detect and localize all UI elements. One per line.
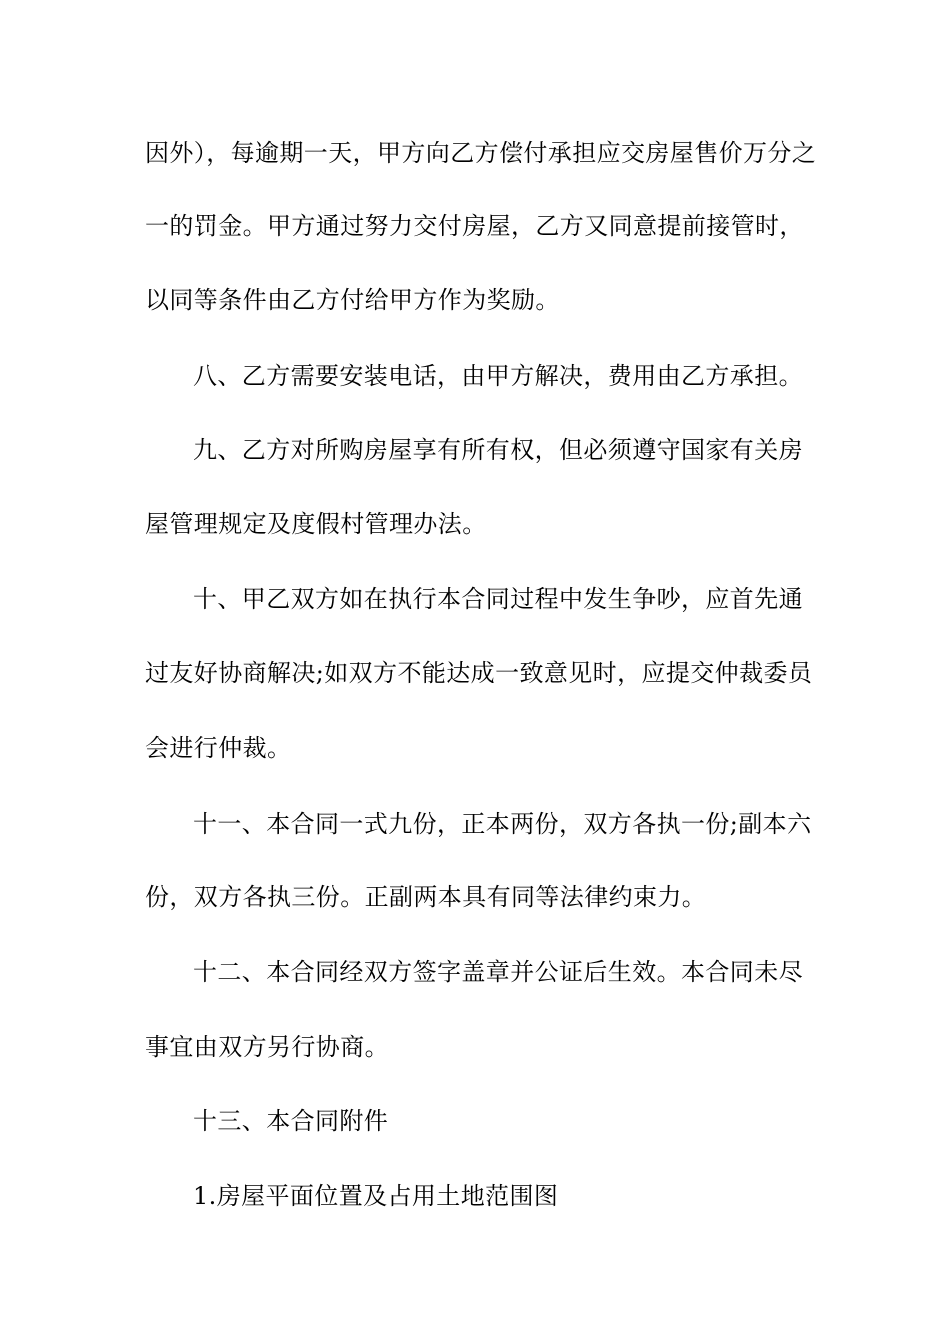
text-line: 屋管理规定及度假村管理办法。 bbox=[145, 510, 487, 538]
text-line: 会进行仲裁。 bbox=[145, 734, 292, 762]
paragraph-9: 九、乙方对所购房屋享有所有权，但必须遵守国家有关房 bbox=[193, 436, 803, 464]
paragraph-13-heading: 十三、本合同附件 bbox=[193, 1107, 389, 1135]
text-line: 份，双方各执三份。正副两本具有同等法律约束力。 bbox=[145, 883, 707, 911]
text-line: 以同等条件由乙方付给甲方作为奖励。 bbox=[145, 286, 560, 314]
text-line: 过友好协商解决;如双方不能达成一致意见时，应提交仲裁委员 bbox=[145, 659, 813, 687]
paragraph-10: 十、甲乙双方如在执行本合同过程中发生争吵，应首先通 bbox=[193, 585, 803, 613]
paragraph-11: 十一、本合同一式九份，正本两份，双方各执一份;副本六 bbox=[193, 810, 812, 838]
paragraph-12: 十二、本合同经双方签字盖章并公证后生效。本合同未尽 bbox=[193, 958, 803, 986]
attachment-item-1: 1.房屋平面位置及占用土地范围图 bbox=[193, 1182, 559, 1210]
text-line: 因外），每逾期一天，甲方向乙方偿付承担应交房屋售价万分之 bbox=[145, 139, 817, 167]
text-line: 一的罚金。甲方通过努力交付房屋，乙方又同意提前接管时， bbox=[145, 212, 804, 240]
text-line: 事宜由双方另行协商。 bbox=[145, 1033, 389, 1061]
paragraph-8: 八、乙方需要安装电话，由甲方解决，费用由乙方承担。 bbox=[193, 362, 803, 390]
